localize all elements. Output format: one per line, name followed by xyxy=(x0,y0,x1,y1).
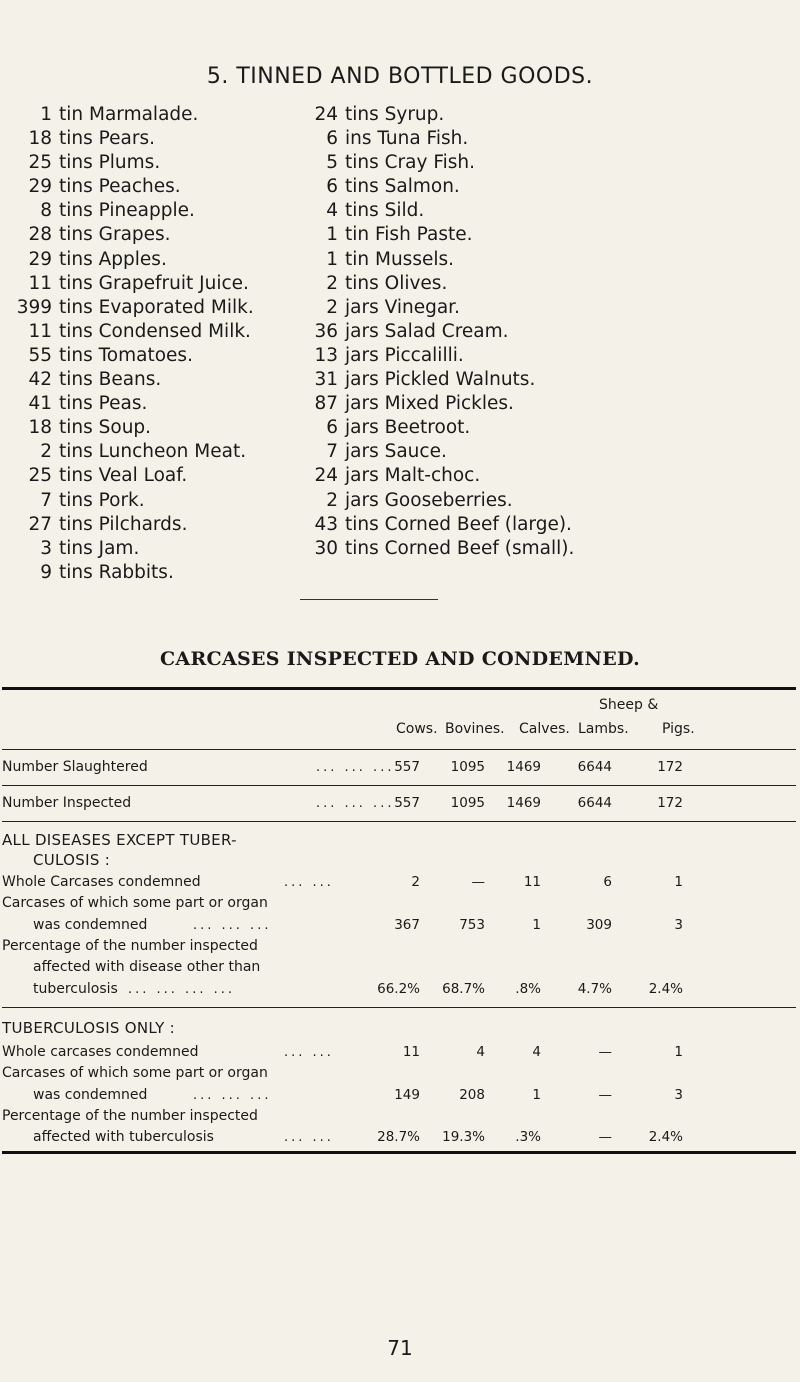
table-cell: 6 xyxy=(603,874,612,890)
goods-qty: 5 xyxy=(326,152,338,174)
goods-desc: tins Corned Beef (small). xyxy=(345,537,575,559)
table-cell: 2.4% xyxy=(648,981,683,997)
goods-list-left xyxy=(2,103,254,585)
goods-qty: 2 xyxy=(326,489,338,511)
goods-item xyxy=(2,392,254,416)
goods-desc: jars Beetroot. xyxy=(345,417,471,439)
goods-desc: tins Plums. xyxy=(59,152,161,174)
section-title-carcases: CARCASES INSPECTED AND CONDEMNED. xyxy=(159,648,641,670)
row-label-whole-all: Whole Carcases condemned xyxy=(2,874,201,890)
table-cell: 3 xyxy=(674,917,683,933)
table-cell: 557 xyxy=(394,759,420,775)
leader-dots: ... ... xyxy=(284,1045,334,1060)
goods-qty: 18 xyxy=(28,417,52,439)
goods-list-right xyxy=(288,103,574,561)
goods-item xyxy=(288,440,574,464)
row-rule xyxy=(2,821,796,822)
goods-desc: ins Tuna Fish. xyxy=(345,128,469,150)
section-title-tinned-goods: 5. TINNED AND BOTTLED GOODS. xyxy=(206,64,594,89)
goods-qty: 41 xyxy=(28,393,52,415)
goods-desc: tins Pork. xyxy=(59,489,145,511)
goods-item xyxy=(288,513,574,537)
goods-desc: tins Rabbits. xyxy=(59,561,174,583)
table-cell: 19.3% xyxy=(442,1129,485,1145)
goods-item xyxy=(288,296,574,320)
table-cell: 11 xyxy=(402,1044,420,1060)
table-cell: 1 xyxy=(532,1087,541,1103)
goods-item xyxy=(288,127,574,151)
table-cell: 1095 xyxy=(450,795,485,811)
goods-qty: 399 xyxy=(16,296,52,318)
goods-desc: tins Cray Fish. xyxy=(345,152,476,174)
goods-item xyxy=(288,199,574,223)
goods-qty: 29 xyxy=(28,248,52,270)
goods-qty: 28 xyxy=(28,224,52,246)
tb-heading: TUBERCULOSIS ONLY : xyxy=(2,1019,175,1037)
goods-desc: jars Mixed Pickles. xyxy=(345,393,514,415)
goods-qty: 29 xyxy=(28,176,52,198)
table-top-rule xyxy=(2,687,796,690)
table-cell: 172 xyxy=(657,795,683,811)
table-cell: 6644 xyxy=(577,759,612,775)
goods-qty: 13 xyxy=(314,344,338,366)
goods-item xyxy=(2,416,254,440)
goods-item xyxy=(2,151,254,175)
table-cell: — xyxy=(598,1044,612,1060)
goods-qty: 42 xyxy=(28,369,52,391)
goods-desc: tins Peas. xyxy=(59,393,148,415)
all-diseases-heading-2: CULOSIS : xyxy=(33,851,111,869)
goods-qty: 11 xyxy=(28,320,52,342)
goods-item xyxy=(288,151,574,175)
goods-desc: jars Pickled Walnuts. xyxy=(345,369,536,391)
goods-item xyxy=(2,223,254,247)
section-rule xyxy=(2,1007,796,1008)
section-divider xyxy=(300,599,438,600)
table-cell: 367 xyxy=(394,917,420,933)
goods-desc: jars Piccalilli. xyxy=(345,344,464,366)
goods-qty: 8 xyxy=(40,200,52,222)
goods-qty: 7 xyxy=(40,489,52,511)
row-label-pct-tb-1: Percentage of the number inspected xyxy=(2,1108,258,1124)
goods-desc: jars Vinegar. xyxy=(345,296,460,318)
goods-item xyxy=(288,368,574,392)
goods-qty: 2 xyxy=(326,272,338,294)
table-cell: 3 xyxy=(674,1087,683,1103)
page-number: 71 xyxy=(387,1336,413,1360)
table-cell: 66.2% xyxy=(377,981,420,997)
goods-qty: 43 xyxy=(314,513,338,535)
table-cell: 68.7% xyxy=(442,981,485,997)
goods-item xyxy=(288,464,574,488)
goods-desc: tins Syrup. xyxy=(345,104,445,125)
goods-item xyxy=(288,392,574,416)
goods-item xyxy=(2,440,254,464)
header-cows: Cows. xyxy=(396,721,438,737)
goods-desc: tins Salmon. xyxy=(345,176,460,198)
goods-item xyxy=(288,344,574,368)
goods-item xyxy=(2,103,254,127)
table-cell: 4.7% xyxy=(577,981,612,997)
goods-desc: tins Luncheon Meat. xyxy=(59,441,247,463)
goods-desc: tins Jam. xyxy=(59,537,140,559)
row-rule xyxy=(2,785,796,786)
row-label-part-tb-2: was condemned xyxy=(33,1087,148,1103)
table-cell: 6644 xyxy=(577,795,612,811)
table-cell: 4 xyxy=(476,1044,485,1060)
goods-item xyxy=(288,223,574,247)
goods-qty: 24 xyxy=(314,465,338,487)
goods-qty: 1 xyxy=(40,104,52,125)
row-label-part-all-2: was condemned xyxy=(33,917,148,933)
header-pigs: Pigs. xyxy=(662,721,695,737)
row-label-pct-all-1: Percentage of the number inspected xyxy=(2,938,258,954)
goods-qty: 25 xyxy=(28,465,52,487)
row-label-pct-tb-2: affected with tuberculosis xyxy=(33,1129,214,1145)
goods-desc: tins Tomatoes. xyxy=(59,344,193,366)
row-label-inspected: Number Inspected xyxy=(2,795,132,811)
goods-qty: 27 xyxy=(28,513,52,535)
goods-item xyxy=(288,416,574,440)
goods-qty: 36 xyxy=(314,320,338,342)
header-lambs: Lambs. xyxy=(578,721,629,737)
table-cell: 309 xyxy=(586,917,612,933)
goods-item xyxy=(288,320,574,344)
table-cell: 208 xyxy=(459,1087,485,1103)
table-cell: 28.7% xyxy=(377,1129,420,1145)
row-label-part-tb-1: Carcases of which some part or organ xyxy=(2,1065,268,1081)
leader-dots: ... ... ... xyxy=(193,918,272,933)
table-bottom-rule xyxy=(2,1151,796,1154)
table-cell: 1 xyxy=(532,917,541,933)
goods-item xyxy=(2,248,254,272)
goods-item xyxy=(2,368,254,392)
table-cell: 172 xyxy=(657,759,683,775)
goods-desc: tins Apples. xyxy=(59,248,167,270)
goods-item xyxy=(288,248,574,272)
table-cell: 1 xyxy=(674,1044,683,1060)
leader-dots: ... ... ... xyxy=(316,760,395,775)
row-label-slaughtered: Number Slaughtered xyxy=(2,759,148,775)
goods-qty: 24 xyxy=(314,104,338,125)
header-bovines: Bovines. xyxy=(445,721,505,737)
goods-item xyxy=(288,489,574,513)
goods-item xyxy=(2,537,254,561)
table-cell: 1 xyxy=(674,874,683,890)
goods-qty: 55 xyxy=(28,344,52,366)
header-rule xyxy=(2,749,796,750)
goods-qty: 6 xyxy=(326,417,338,439)
table-cell: 1095 xyxy=(450,759,485,775)
goods-qty: 25 xyxy=(28,152,52,174)
goods-qty: 2 xyxy=(326,296,338,318)
goods-qty: 2 xyxy=(40,441,52,463)
goods-item xyxy=(2,199,254,223)
goods-desc: tin Marmalade. xyxy=(59,104,199,125)
table-cell: 557 xyxy=(394,795,420,811)
goods-item xyxy=(2,272,254,296)
goods-desc: jars Sauce. xyxy=(345,441,447,463)
goods-item xyxy=(2,513,254,537)
table-cell: 11 xyxy=(523,874,541,890)
row-label-whole-tb: Whole carcases condemned xyxy=(2,1044,199,1060)
goods-desc: tins Pears. xyxy=(59,128,155,150)
goods-qty: 6 xyxy=(326,128,338,150)
goods-desc: tins Evaporated Milk. xyxy=(59,296,254,318)
goods-qty: 6 xyxy=(326,176,338,198)
row-label-pct-all-2: affected with disease other than xyxy=(33,959,261,975)
goods-item xyxy=(2,561,254,585)
table-cell: 753 xyxy=(459,917,485,933)
leader-dots: ... ... ... xyxy=(193,1088,272,1103)
header-calves: Calves. xyxy=(519,721,570,737)
goods-desc: jars Gooseberries. xyxy=(345,489,513,511)
goods-desc: tin Mussels. xyxy=(345,248,455,270)
goods-item xyxy=(2,464,254,488)
goods-item xyxy=(2,175,254,199)
goods-item xyxy=(288,537,574,561)
goods-desc: tins Peaches. xyxy=(59,176,181,198)
all-diseases-heading-1: ALL DISEASES EXCEPT TUBER- xyxy=(2,831,237,849)
goods-desc: jars Salad Cream. xyxy=(345,320,509,342)
table-cell: .3% xyxy=(515,1129,541,1145)
goods-desc: tins Pineapple. xyxy=(59,200,195,222)
row-label-pct-all-3: tuberculosis xyxy=(33,981,118,997)
table-cell: — xyxy=(598,1129,612,1145)
goods-qty: 7 xyxy=(326,441,338,463)
goods-desc: tins Grapes. xyxy=(59,224,171,246)
header-sheep-top: Sheep & xyxy=(599,697,659,713)
table-cell: 1469 xyxy=(506,759,541,775)
goods-desc: tins Soup. xyxy=(59,417,152,439)
goods-desc: tins Veal Loaf. xyxy=(59,465,188,487)
goods-qty: 4 xyxy=(326,200,338,222)
goods-item xyxy=(2,489,254,513)
leader-dots: ... ... ... ... xyxy=(128,982,235,997)
goods-qty: 18 xyxy=(28,128,52,150)
goods-desc: tins Condensed Milk. xyxy=(59,320,251,342)
goods-qty: 31 xyxy=(314,369,338,391)
goods-desc: tin Fish Paste. xyxy=(345,224,473,246)
table-cell: 4 xyxy=(532,1044,541,1060)
leader-dots: ... ... xyxy=(284,875,334,890)
table-cell: — xyxy=(598,1087,612,1103)
goods-desc: tins Beans. xyxy=(59,369,162,391)
goods-qty: 1 xyxy=(326,224,338,246)
goods-desc: tins Grapefruit Juice. xyxy=(59,272,249,294)
table-cell: 2.4% xyxy=(648,1129,683,1145)
goods-qty: 1 xyxy=(326,248,338,270)
goods-desc: tins Pilchards. xyxy=(59,513,188,535)
table-cell: 149 xyxy=(394,1087,420,1103)
table-cell: — xyxy=(471,874,485,890)
goods-qty: 3 xyxy=(40,537,52,559)
goods-item xyxy=(288,175,574,199)
table-cell: .8% xyxy=(515,981,541,997)
goods-desc: tins Sild. xyxy=(345,200,425,222)
leader-dots: ... ... ... xyxy=(316,796,395,811)
goods-qty: 9 xyxy=(40,561,52,583)
goods-item xyxy=(2,320,254,344)
goods-qty: 87 xyxy=(314,393,338,415)
goods-qty: 11 xyxy=(28,272,52,294)
goods-desc: jars Malt-choc. xyxy=(345,465,481,487)
leader-dots: ... ... xyxy=(284,1130,334,1145)
goods-item xyxy=(288,272,574,296)
row-label-part-all-1: Carcases of which some part or organ xyxy=(2,895,268,911)
goods-item xyxy=(2,344,254,368)
goods-desc: tins Olives. xyxy=(345,272,448,294)
goods-item xyxy=(288,103,574,127)
goods-item xyxy=(2,127,254,151)
goods-item xyxy=(2,296,254,320)
goods-qty: 30 xyxy=(314,537,338,559)
table-cell: 2 xyxy=(411,874,420,890)
goods-desc: tins Corned Beef (large). xyxy=(345,513,572,535)
table-cell: 1469 xyxy=(506,795,541,811)
